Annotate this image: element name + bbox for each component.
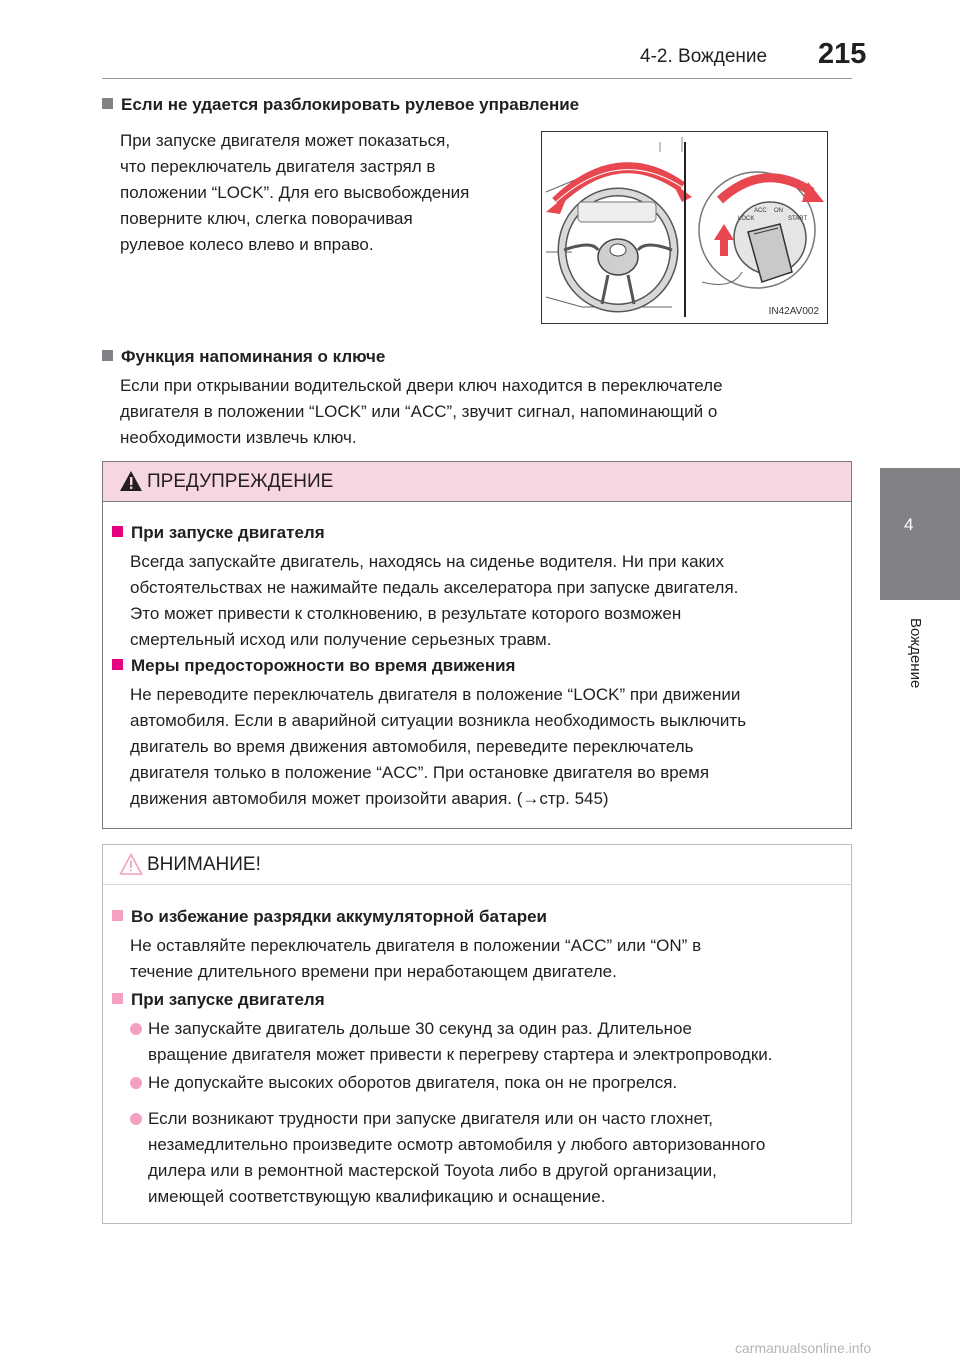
text-line: двигателя только в положение “ACC”. При остановке двигателя во время: [130, 763, 710, 782]
text-line: [130, 1016, 840, 1042]
section-title: 4-2. Вождение: [640, 46, 768, 67]
caution-header: [103, 845, 851, 885]
figure-code: IN42AV002: [768, 306, 819, 317]
header-divider: [102, 78, 852, 79]
bullet-text: Не запускайте двигатель дольше 30 секунд за один раз. Длительное: [148, 1019, 692, 1038]
text-line: двигатель во время движения автомобиля, переведите переключатель: [130, 737, 694, 756]
chapter-number: 4: [904, 515, 914, 534]
text-line: необходимости извлечь ключ.: [120, 428, 357, 447]
bullet-dot-icon: [130, 1077, 142, 1089]
caution-item1-heading: [112, 907, 547, 927]
steering-ignition-figure: [541, 131, 828, 324]
figure-illustration: [542, 132, 828, 324]
text-line: положении “LOCK”. Для его высвобождения: [120, 183, 470, 202]
lock-label: LOCK: [738, 216, 755, 222]
text-line: [130, 1106, 840, 1132]
warning-triangle-icon: [119, 470, 143, 492]
heading-square-icon: [102, 350, 113, 361]
caution-bullet2: [130, 1070, 840, 1096]
text-line: Не оставляйте переключатель двигателя в положении “ACC” или “ON” в: [130, 936, 702, 955]
text-line: имеющей соответствующую квалификацию и оснащение.: [148, 1187, 606, 1206]
section2-heading-text: Функция напоминания о ключе: [121, 347, 386, 366]
heading-square-icon: [112, 659, 123, 670]
section1-heading-text: Если не удается разблокировать рулевое управление: [121, 95, 580, 114]
text-line: рулевое колесо влево и вправо.: [120, 235, 374, 254]
warning-title: ПРЕДУПРЕЖДЕНИЕ: [147, 471, 334, 492]
text-line: движения автомобиля может произойти авария. (→стр. 545): [130, 789, 609, 808]
text-line: дилера или в ремонтной мастерской Toyota либо в другой организации,: [148, 1161, 717, 1180]
heading-square-icon: [112, 910, 123, 921]
warning-item2-heading: [112, 656, 515, 676]
bullet-text: Не допускайте высоких оборотов двигателя, пока он не прогрелся.: [148, 1073, 678, 1092]
text-line: что переключатель двигателя застрял в: [120, 157, 436, 176]
section1-text: [120, 128, 516, 258]
caution-bullet1: [130, 1016, 840, 1068]
bullet-text: Если возникают трудности при запуске двигателя или он часто глохнет,: [148, 1109, 714, 1128]
caution-item1-heading-text: Во избежание разрядки аккумуляторной батареи: [131, 907, 547, 926]
warning-item1-heading: [112, 523, 325, 543]
caution-bullet3: [130, 1106, 840, 1210]
text-line: вращение двигателя может привести к перегреву стартера и электропроводки.: [148, 1045, 773, 1064]
text-line: Если при открывании водительской двери ключ находится в переключателе: [120, 376, 723, 395]
text-line: обстоятельствах не нажимайте педаль акселератора при запуске двигателя.: [130, 578, 739, 597]
caution-item2-heading: [112, 990, 325, 1010]
chapter-tab[interactable]: [880, 468, 960, 600]
section2-heading: [102, 347, 385, 367]
text-line: поверните ключ, слегка поворачивая: [120, 209, 413, 228]
steering-wheel-icon: [562, 192, 674, 308]
ignition-switch-icon: [699, 172, 815, 288]
on-label: ON: [774, 208, 783, 214]
text-line: Это может привести к столкновению, в результате которого возможен: [130, 604, 682, 623]
warning-item1-text: [130, 549, 840, 653]
warning-item2-heading-text: Меры предосторожности во время движения: [131, 656, 516, 675]
warning-header: [103, 462, 851, 502]
text-line: При запуске двигателя может показаться,: [120, 131, 451, 150]
caution-item2-heading-text: При запуске двигателя: [131, 990, 325, 1009]
bullet-dot-icon: [130, 1023, 142, 1035]
acc-label: ACC: [754, 208, 767, 214]
chapter-label-wrap: [880, 618, 960, 708]
heading-square-icon: [112, 526, 123, 537]
text-line: течение длительного времени при неработающем двигателе.: [130, 962, 617, 981]
text-line: незамедлительно произведите осмотр автомобиля у любого авторизованного: [148, 1135, 766, 1154]
text-line: Не переводите переключатель двигателя в положение “LOCK” при движении: [130, 685, 741, 704]
caution-title: ВНИМАНИЕ!: [147, 854, 261, 875]
heading-square-icon: [102, 98, 113, 109]
caution-item1-text: [130, 933, 840, 985]
heading-square-icon: [112, 993, 123, 1004]
section1-heading: [102, 95, 579, 115]
bullet-dot-icon: [130, 1113, 142, 1125]
text-line: смертельный исход или получение серьезных травм.: [130, 630, 552, 649]
page-number: 215: [818, 38, 867, 70]
text-line: двигателя в положении “LOCK” или “ACC”, звучит сигнал, напоминающий о: [120, 402, 718, 421]
caution-triangle-icon: [119, 853, 143, 875]
footer-watermark[interactable]: carmanualsonline.info: [735, 1340, 872, 1356]
text-line: [130, 1070, 840, 1096]
warning-item1-heading-text: При запуске двигателя: [131, 523, 325, 542]
section2-text: [120, 373, 850, 451]
text-line: Всегда запускайте двигатель, находясь на сиденье водителя. Ни при каких: [130, 552, 724, 571]
chapter-label: Вождение: [907, 618, 924, 689]
start-label: START: [788, 216, 808, 222]
warning-item2-text: [130, 682, 840, 812]
text-line: автомобиля. Если в аварийной ситуации возникла необходимость выключить: [130, 711, 747, 730]
